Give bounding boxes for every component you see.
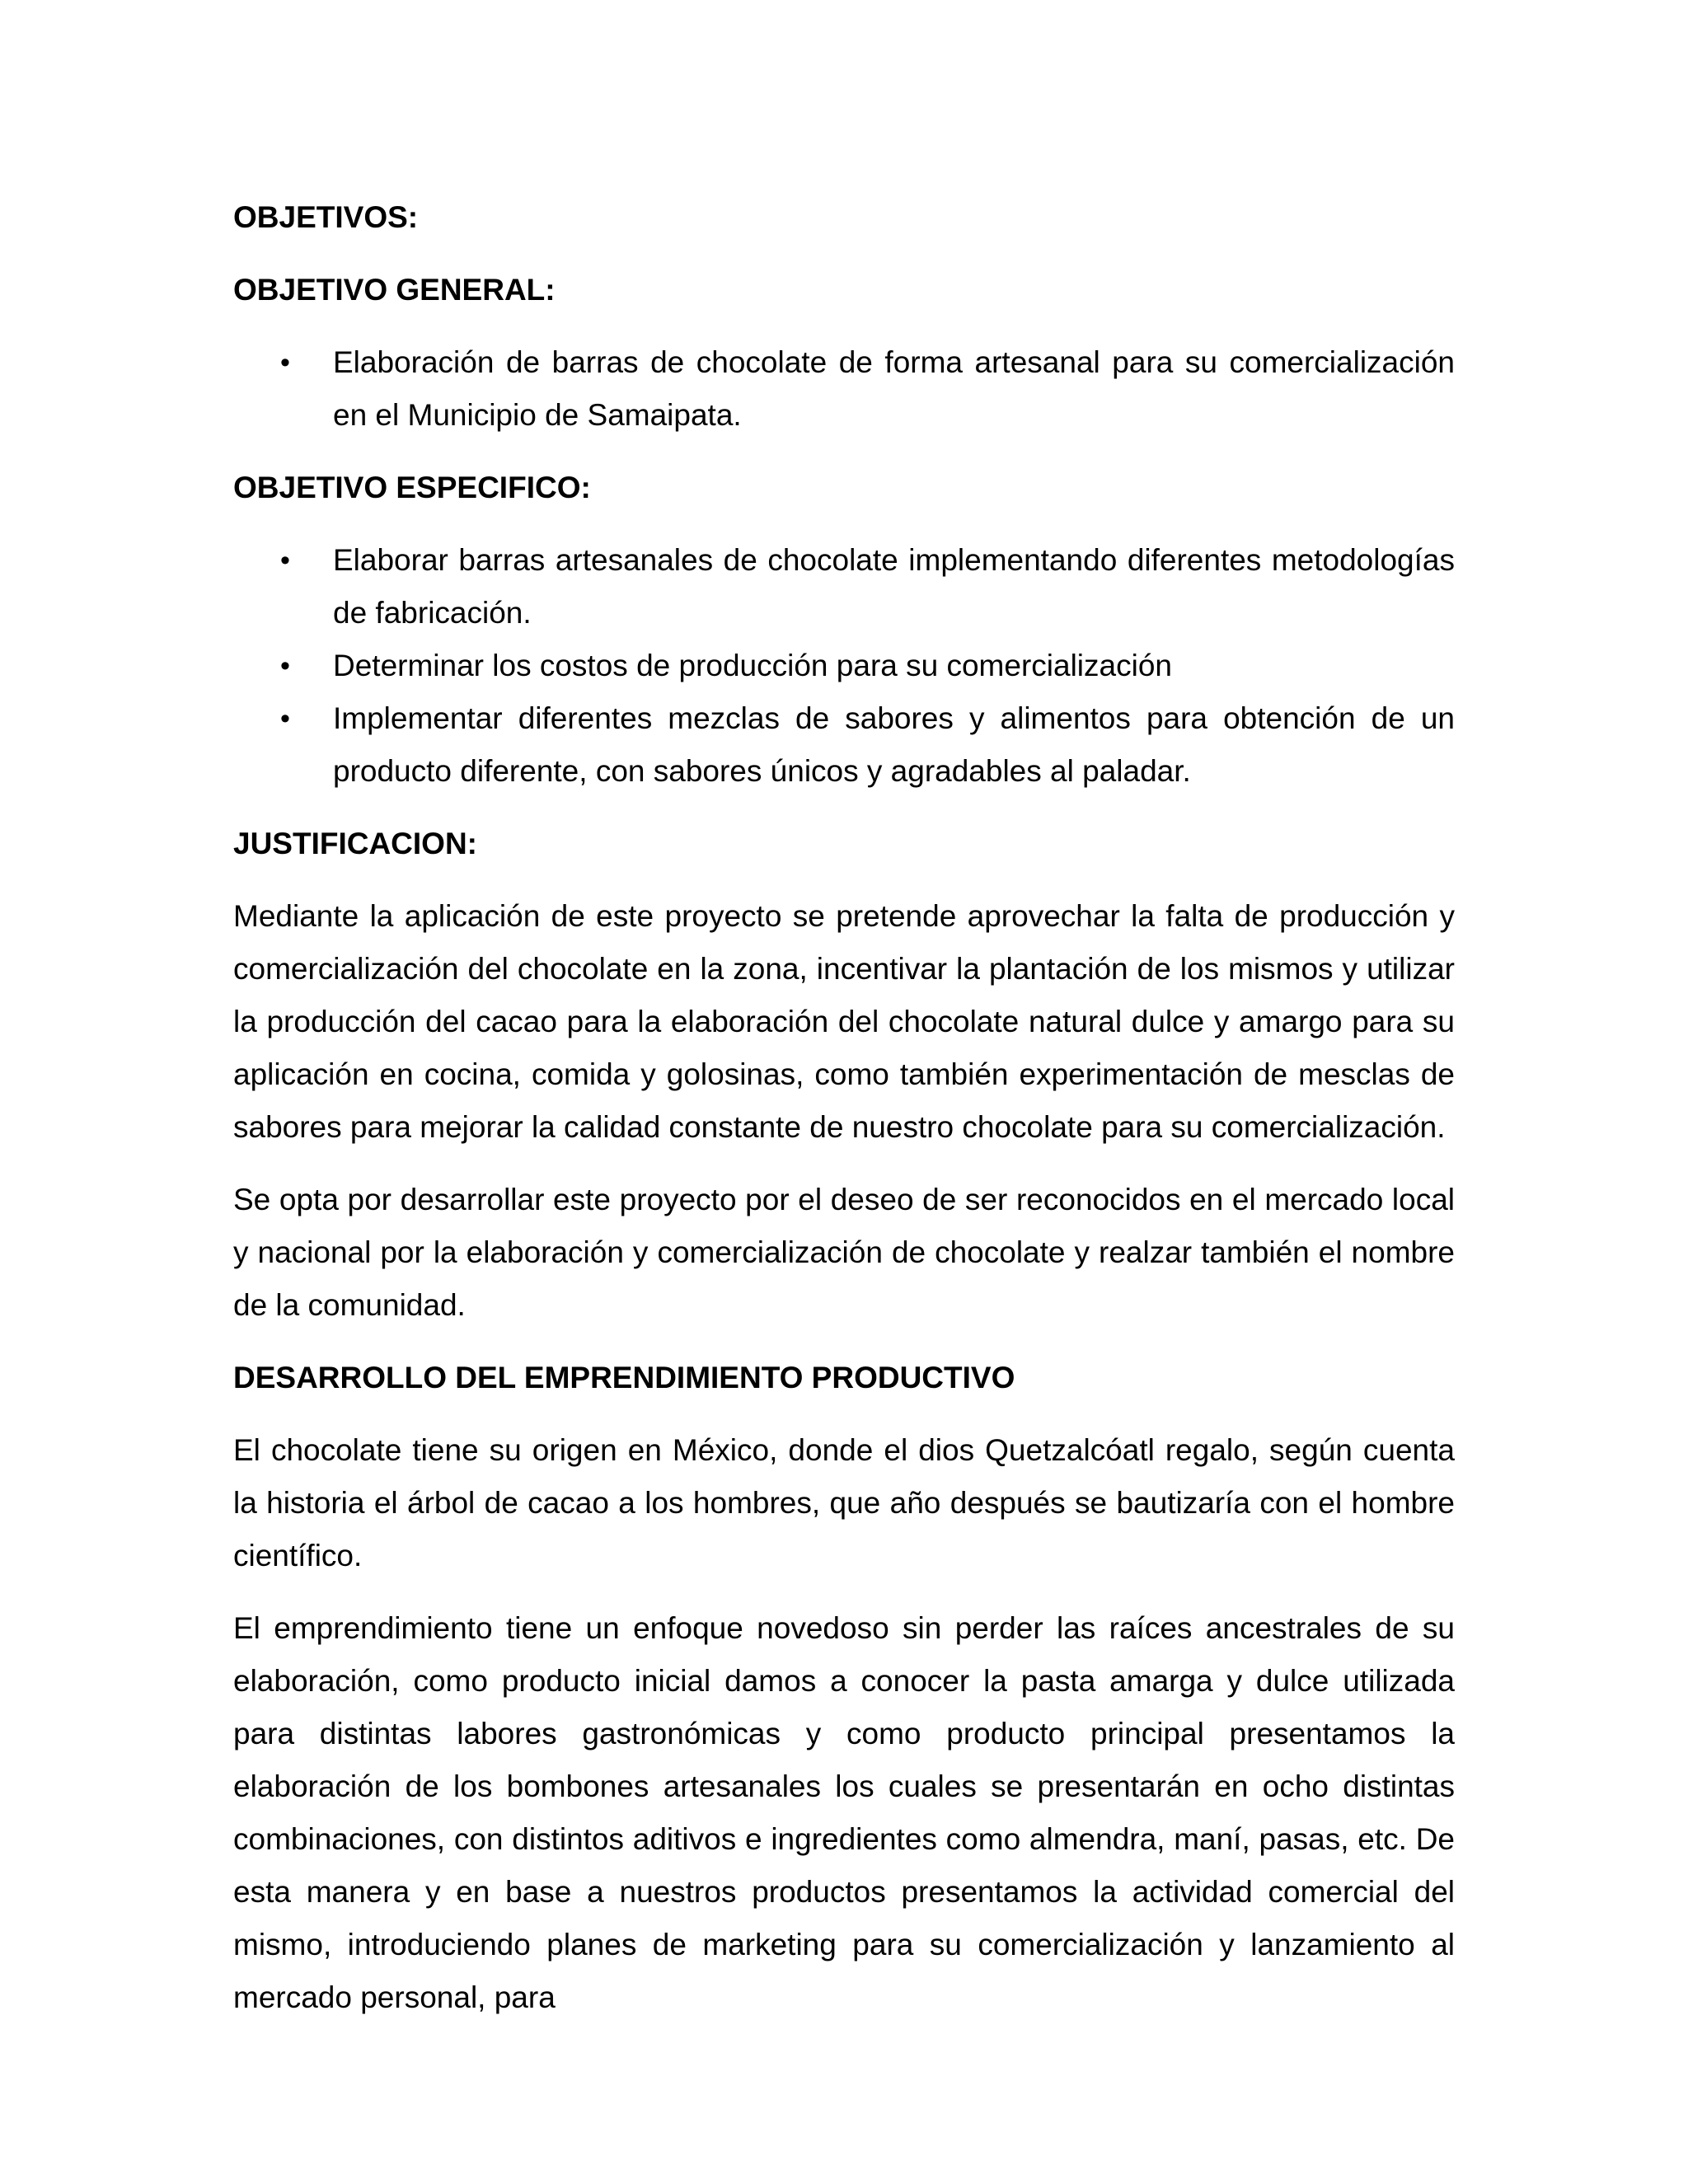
list-item-text: Elaborar barras artesanales de chocolate implementando diferentes metodologías de fabricación. [333,543,1455,630]
justificacion-paragraph: Se opta por desarrollar este proyecto por el deseo de ser reconocidos en el mercado local y nacional por la elaboración y comercialización de chocolate y realzar también el nombre de la comunidad. [233,1183,1455,1322]
heading-objetivo-especifico: OBJETIVO ESPECIFICO: [233,471,591,504]
document-page [233,191,1455,2044]
list-item-text: Determinar los costos de producción para su comercialización [333,649,1172,682]
general-objectives-list [233,336,1455,442]
desarrollo-paragraph: El chocolate tiene su origen en México, donde el dios Quetzalcóatl regalo, según cuenta la historia el árbol de cacao a los hombres, que año después se bautizaría con el hombre científico. [233,1433,1455,1572]
heading-justificacion: JUSTIFICACION: [233,827,477,860]
list-item [233,692,1455,798]
heading-desarrollo: DESARROLLO DEL EMPRENDIMIENTO PRODUCTIVO [233,1361,1015,1394]
justificacion-paragraph: Mediante la aplicación de este proyecto se pretende aprovechar la falta de producción y comercialización del chocolate en la zona, incentivar la plantación de los mismos y utilizar la producción del cacao para la elaboración del chocolate natural dulce y amargo para su aplicación en cocina, comida y golosinas, como también experimentación de mesclas de sabores para mejorar la calidad constante de nuestro chocolate para su comercialización. [233,899,1455,1144]
bullet-icon: • [280,650,290,682]
list-item [233,336,1455,442]
specific-objectives-list [233,534,1455,798]
bullet-icon: • [280,347,290,378]
desarrollo-paragraph: El emprendimiento tiene un enfoque novedoso sin perder las raíces ancestrales de su elaboración, como producto inicial damos a conocer la pasta amarga y dulce utilizada para distintas labores gastronómicas y como producto principal presentamos la elaboración de los bombones artesanales los cuales se presentarán en ocho distintas combinaciones, con distintos aditivos e ingredientes como almendra, maní, pasas, etc. De esta manera y en base a nuestros productos presentamos la actividad comercial del mismo, introduciendo planes de marketing para su comercialización y lanzamiento al mercado personal, para [233,1611,1455,2014]
list-item-text: Elaboración de barras de chocolate de forma artesanal para su comercialización en el Municipio de Samaipata. [333,345,1455,432]
heading-objetivos: OBJETIVOS: [233,200,419,234]
bullet-icon: • [280,545,290,576]
bullet-icon: • [280,703,290,734]
list-item [233,640,1455,692]
list-item [233,534,1455,640]
heading-objetivo-general: OBJETIVO GENERAL: [233,273,556,307]
list-item-text: Implementar diferentes mezclas de sabores y alimentos para obtención de un producto diferente, con sabores únicos y agradables al paladar. [333,701,1455,788]
